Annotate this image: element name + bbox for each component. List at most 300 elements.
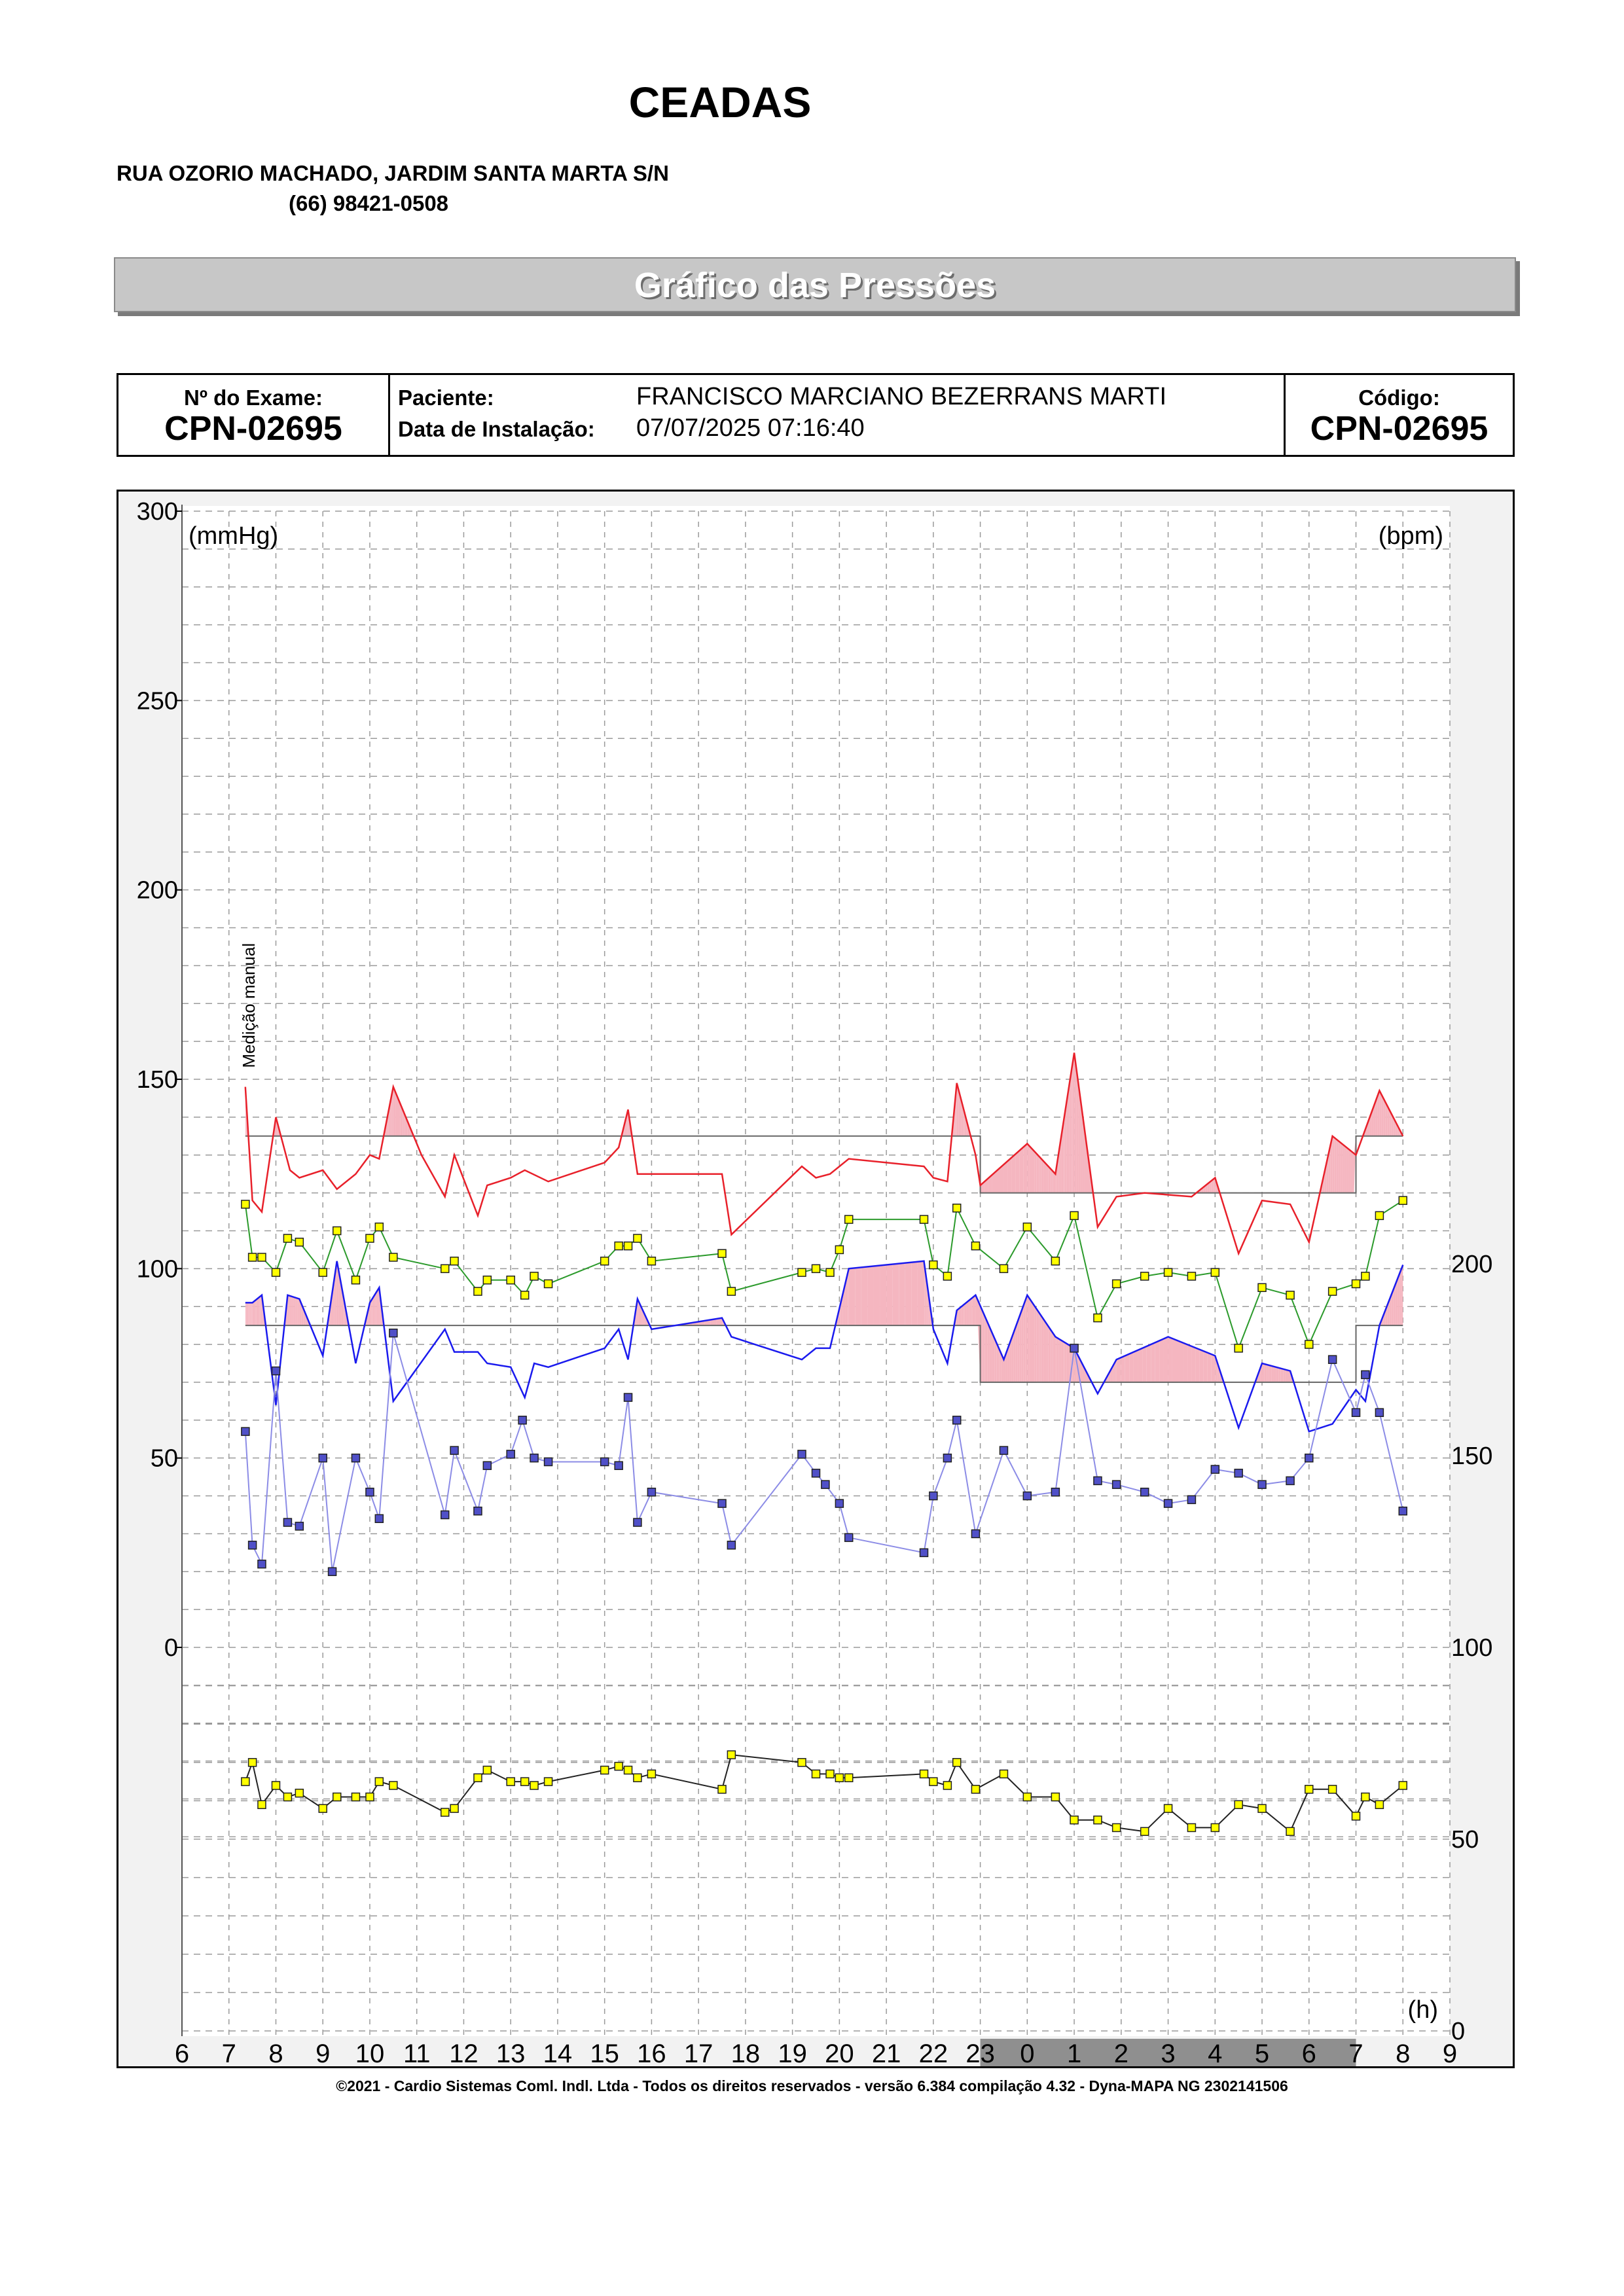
excess-area <box>377 1290 378 1325</box>
excess-area <box>1034 1306 1037 1382</box>
heart_rate-point <box>521 1778 529 1785</box>
excess-area <box>1172 1338 1176 1382</box>
excess-area <box>1129 1352 1134 1382</box>
pulse_pressure-point <box>474 1507 482 1515</box>
pulse_pressure-point <box>1000 1446 1007 1454</box>
excess-area <box>373 1297 374 1325</box>
excess-area <box>1063 1342 1064 1382</box>
excess-area <box>1125 1354 1130 1382</box>
excess-area <box>987 1322 990 1382</box>
excess-area <box>1348 1149 1350 1193</box>
heart_rate-point <box>845 1774 853 1782</box>
heart_rate-point <box>530 1782 538 1789</box>
heart_rate-point <box>1258 1804 1266 1812</box>
mean-point <box>295 1238 303 1246</box>
excess-area <box>298 1299 299 1325</box>
mean-point <box>1113 1280 1121 1287</box>
heart_rate-point <box>971 1785 979 1793</box>
excess-area <box>1043 1161 1046 1193</box>
heart_rate-point <box>1305 1785 1313 1793</box>
code-value: CPN-02695 <box>1310 410 1489 448</box>
heart_rate-point <box>1094 1816 1102 1824</box>
excess-area <box>1073 1052 1074 1193</box>
heart_rate-point <box>450 1804 458 1812</box>
excess-area <box>1383 1098 1385 1136</box>
excess-area <box>1076 1067 1078 1193</box>
heart_rate-point <box>798 1759 806 1767</box>
right-tick-label: 0 <box>1451 2018 1466 2045</box>
excess-area <box>1267 1365 1269 1382</box>
heart_rate-point <box>319 1804 327 1812</box>
mean-point <box>943 1272 951 1280</box>
heart_rate-point <box>615 1763 623 1770</box>
pulse_pressure-point <box>272 1367 280 1375</box>
mean-point <box>507 1276 514 1284</box>
x-tick-label: 7 <box>221 2039 236 2066</box>
right-tick-label: 100 <box>1451 1634 1493 1662</box>
x-axis-unit: (h) <box>1407 1996 1438 2024</box>
exam-number-label: Nº do Exame: <box>184 386 323 410</box>
x-tick-label: 17 <box>683 2039 713 2066</box>
mean-point <box>1023 1223 1031 1231</box>
heart_rate-point <box>1399 1782 1407 1789</box>
excess-area <box>1019 1147 1023 1193</box>
excess-area <box>1062 1340 1063 1382</box>
excess-area <box>1341 1142 1343 1193</box>
pulse_pressure-point <box>375 1515 383 1522</box>
pulse_pressure-point <box>483 1462 491 1469</box>
pulse_pressure-point <box>295 1522 303 1530</box>
mean-point <box>624 1242 632 1250</box>
mean-point <box>333 1227 341 1234</box>
excess-area <box>250 1302 251 1325</box>
mean-point <box>798 1268 806 1276</box>
excess-area <box>1051 1330 1053 1382</box>
left-tick-label: 250 <box>136 687 178 715</box>
excess-area <box>1155 1340 1160 1382</box>
mean-point <box>1362 1272 1369 1280</box>
pulse_pressure-point <box>1211 1465 1219 1473</box>
excess-area <box>1134 1350 1138 1382</box>
left-axis-unit: (mmHg) <box>189 522 279 550</box>
right-tick-label: 50 <box>1451 1826 1479 1854</box>
x-tick-label: 12 <box>449 2039 478 2066</box>
pulse_pressure-point <box>283 1518 291 1526</box>
heart_rate-point <box>634 1774 641 1782</box>
mean-point <box>258 1253 266 1261</box>
mean-point <box>1164 1268 1172 1276</box>
heart_rate-point <box>545 1778 552 1785</box>
mean-point <box>615 1242 623 1250</box>
excess-area <box>874 1266 880 1326</box>
code-cell <box>1286 375 1513 455</box>
excess-area <box>1121 1355 1125 1382</box>
heart_rate-point <box>1113 1823 1121 1831</box>
excess-area <box>1032 1149 1035 1193</box>
x-tick-label: 13 <box>496 2039 526 2066</box>
mean-point <box>718 1249 726 1257</box>
heart_rate-point <box>352 1793 359 1801</box>
mean-point <box>1094 1314 1102 1322</box>
mean-point <box>1187 1272 1195 1280</box>
heart_rate-point <box>929 1778 937 1785</box>
mean-point <box>249 1253 257 1261</box>
excess-area <box>1000 1164 1003 1193</box>
x-tick-label: 9 <box>316 2039 331 2066</box>
excess-area <box>246 1302 247 1325</box>
excess-area <box>1013 1327 1015 1382</box>
heart_rate-point <box>920 1770 928 1778</box>
mean-point <box>971 1242 979 1250</box>
excess-area <box>849 1268 856 1325</box>
excess-area <box>1037 1154 1039 1193</box>
mean-point <box>835 1246 843 1253</box>
heart_rate-point <box>295 1789 303 1797</box>
excess-area <box>1276 1367 1279 1382</box>
heart_rate-point <box>835 1774 843 1782</box>
excess-area <box>1379 1090 1381 1136</box>
mean-point <box>1399 1196 1407 1204</box>
pulse_pressure-point <box>1375 1408 1383 1416</box>
excess-area <box>1381 1094 1383 1136</box>
excess-area <box>1049 1166 1051 1193</box>
x-tick-label: 2 <box>1113 2039 1128 2066</box>
excess-area <box>1164 1336 1168 1382</box>
mean-point <box>929 1261 937 1269</box>
x-tick-label: 4 <box>1208 2039 1223 2066</box>
excess-area <box>886 1265 893 1326</box>
excess-area <box>1074 1052 1076 1193</box>
excess-area <box>1003 1161 1007 1193</box>
heart_rate-point <box>624 1767 632 1774</box>
excess-area <box>1025 1295 1027 1382</box>
pulse_pressure-point <box>1329 1355 1337 1363</box>
excess-area <box>372 1298 373 1325</box>
pulse_pressure-point <box>1113 1480 1121 1488</box>
left-tick-label: 200 <box>136 876 178 905</box>
excess-area <box>1015 1322 1017 1382</box>
mean-point <box>1051 1257 1059 1265</box>
excess-area <box>867 1266 874 1325</box>
pulse_pressure-point <box>441 1511 449 1518</box>
heart_rate-point <box>483 1767 491 1774</box>
pulse_pressure-point <box>953 1416 961 1424</box>
excess-area <box>1027 1295 1030 1382</box>
excess-area <box>247 1302 248 1325</box>
mean-point <box>366 1234 374 1242</box>
excess-area <box>1070 1073 1071 1193</box>
x-tick-label: 23 <box>965 2039 995 2066</box>
excess-area <box>1039 1157 1041 1193</box>
right-axis-unit: (bpm) <box>1378 522 1443 550</box>
x-tick-label: 7 <box>1348 2039 1363 2066</box>
x-tick-label: 0 <box>1020 2039 1035 2066</box>
x-tick-label: 6 <box>1301 2039 1316 2066</box>
x-tick-label: 10 <box>355 2039 385 2066</box>
heart_rate-point <box>507 1778 514 1785</box>
excess-area <box>293 1297 294 1325</box>
excess-area <box>1039 1312 1041 1382</box>
excess-area <box>1041 1316 1044 1382</box>
heart_rate-point <box>943 1782 951 1789</box>
patient-cell <box>390 375 1286 455</box>
heart_rate-point <box>1329 1785 1337 1793</box>
mean-point <box>1211 1268 1219 1276</box>
excess-area <box>861 1266 868 1325</box>
left-tick-label: 300 <box>136 498 178 526</box>
excess-area <box>257 1299 258 1325</box>
pulse_pressure-point <box>845 1534 853 1541</box>
mean-point <box>1070 1211 1078 1219</box>
patient-label: Paciente: <box>398 386 494 410</box>
pulse_pressure-point <box>971 1530 979 1537</box>
left-tick-label: 150 <box>136 1066 178 1094</box>
excess-area <box>1065 1342 1066 1382</box>
x-tick-label: 20 <box>825 2039 854 2066</box>
pulse_pressure-point <box>624 1393 632 1401</box>
excess-area <box>969 1299 971 1326</box>
exam-number-value: CPN-02695 <box>164 410 342 448</box>
excess-area <box>249 1302 250 1325</box>
excess-area <box>291 1297 292 1325</box>
pulse_pressure-point <box>545 1458 552 1465</box>
excess-area <box>1180 1342 1183 1382</box>
mean-point <box>845 1215 853 1223</box>
pulse_pressure-point <box>389 1329 397 1337</box>
pulse_pressure-point <box>812 1469 820 1477</box>
pressure-chart-frame <box>117 490 1515 2068</box>
excess-area <box>960 1306 962 1325</box>
heart_rate-point <box>718 1785 726 1793</box>
pulse_pressure-point <box>366 1488 374 1496</box>
chart-banner <box>114 257 1516 312</box>
mean-point <box>920 1215 928 1223</box>
excess-area <box>971 1298 972 1325</box>
pulse_pressure-point <box>601 1458 609 1465</box>
mean-point <box>389 1253 397 1261</box>
excess-area <box>1046 1164 1049 1193</box>
pulse_pressure-point <box>507 1450 514 1458</box>
excess-area <box>1015 1151 1019 1193</box>
excess-area <box>958 1308 960 1325</box>
excess-area <box>1147 1344 1151 1382</box>
heart_rate-point <box>1362 1793 1369 1801</box>
excess-area <box>1030 1299 1032 1382</box>
excess-area <box>1060 1340 1062 1382</box>
heart_rate-point <box>1141 1827 1149 1835</box>
pulse_pressure-point <box>1399 1507 1407 1515</box>
excess-area <box>251 1302 252 1325</box>
excess-area <box>258 1298 259 1325</box>
heart_rate-point <box>1235 1801 1242 1808</box>
mean-point <box>601 1257 609 1265</box>
excess-area <box>1183 1343 1187 1382</box>
pulse_pressure-point <box>1258 1480 1266 1488</box>
x-tick-label: 18 <box>731 2039 761 2066</box>
mean-point <box>319 1268 327 1276</box>
pulse_pressure-point <box>798 1450 806 1458</box>
heart_rate-point <box>1352 1812 1360 1820</box>
pulse_pressure-point <box>634 1518 641 1526</box>
excess-area <box>1211 1354 1215 1382</box>
heart_rate-point <box>1164 1804 1172 1812</box>
pulse_pressure-point <box>1305 1454 1313 1462</box>
excess-area <box>247 1302 248 1325</box>
excess-area <box>1278 1368 1281 1382</box>
pulse_pressure-point <box>249 1541 257 1549</box>
excess-area <box>905 1263 912 1325</box>
excess-area <box>245 1302 246 1325</box>
excess-area <box>1286 1370 1288 1382</box>
install-date-value: 07/07/2025 07:16:40 <box>636 414 865 442</box>
mean-point <box>242 1200 249 1208</box>
pulse_pressure-point <box>1187 1496 1195 1503</box>
pulse_pressure-point <box>258 1560 266 1568</box>
exam-info-box <box>117 373 1515 457</box>
excess-area <box>374 1294 375 1325</box>
pulse_pressure-point <box>530 1454 538 1462</box>
install-date-label: Data de Instalação: <box>398 417 595 441</box>
x-tick-label: 22 <box>918 2039 948 2066</box>
excess-area <box>1066 1344 1068 1382</box>
footer-copyright: ©2021 - Cardio Sistemas Coml. Indl. Ltda - Todos os direitos reservados - versão 6.384 compilação 4.32 - Dyna-MAPA NG 2302141506 <box>336 2077 1288 2094</box>
pulse_pressure-point <box>821 1480 829 1488</box>
excess-area <box>1339 1141 1341 1193</box>
excess-area <box>963 1304 964 1325</box>
heart_rate-point <box>366 1793 374 1801</box>
mean-point <box>441 1265 449 1272</box>
heart_rate-point <box>249 1759 257 1767</box>
excess-area <box>1271 1366 1274 1382</box>
code-label: Código: <box>1358 386 1440 410</box>
excess-area <box>376 1291 377 1325</box>
excess-area <box>1283 1369 1286 1382</box>
excess-area <box>1274 1367 1276 1382</box>
excess-area <box>1011 1154 1015 1193</box>
heart_rate-point <box>258 1801 266 1808</box>
excess-area <box>259 1297 260 1325</box>
mean-point <box>727 1287 735 1295</box>
heart_rate-point <box>1187 1823 1195 1831</box>
pulse_pressure-point <box>518 1416 526 1424</box>
excess-area <box>1057 1338 1058 1382</box>
mean-point <box>1235 1344 1242 1352</box>
right-tick-label: 200 <box>1451 1251 1493 1278</box>
pulse_pressure-point <box>1235 1469 1242 1477</box>
x-tick-label: 5 <box>1254 2039 1270 2066</box>
x-tick-label: 11 <box>403 2039 431 2066</box>
excess-area <box>375 1293 376 1325</box>
mean-point <box>474 1287 482 1295</box>
excess-area <box>1027 1143 1030 1193</box>
excess-area <box>1007 1158 1011 1193</box>
x-tick-label: 19 <box>778 2039 807 2066</box>
organization-phone: (66) 98421-0508 <box>289 191 449 215</box>
excess-area <box>893 1264 899 1326</box>
excess-area <box>990 1327 992 1382</box>
excess-area <box>1046 1323 1049 1382</box>
heart_rate-point <box>441 1808 449 1816</box>
excess-area <box>1034 1151 1037 1193</box>
pulse_pressure-point <box>1286 1477 1294 1484</box>
x-tick-label: 1 <box>1066 2039 1082 2066</box>
mean-point <box>953 1204 961 1212</box>
excess-area <box>1066 1093 1068 1193</box>
excess-area <box>1207 1353 1211 1382</box>
excess-area <box>1138 1348 1143 1382</box>
excess-area <box>1051 1169 1053 1193</box>
excess-area <box>1397 1275 1399 1325</box>
excess-area <box>1037 1309 1039 1382</box>
heart_rate-point <box>1000 1770 1007 1778</box>
mean-point <box>530 1272 538 1280</box>
pulse_pressure-point <box>450 1446 458 1454</box>
excess-area <box>1191 1346 1195 1382</box>
left-tick-label: 50 <box>150 1444 178 1473</box>
x-tick-label: 8 <box>1396 2039 1411 2066</box>
excess-area <box>973 1297 974 1325</box>
excess-area <box>880 1265 887 1326</box>
excess-area <box>253 1301 254 1325</box>
excess-area <box>1030 1146 1032 1193</box>
excess-area <box>1055 1336 1056 1382</box>
pulse_pressure-point <box>352 1454 359 1462</box>
excess-area <box>1350 1151 1352 1193</box>
pulse_pressure-point <box>1051 1488 1059 1496</box>
mean-point <box>352 1276 359 1284</box>
manual-measurement-annotation: Medição manual <box>238 942 259 1068</box>
heart_rate-point <box>601 1767 609 1774</box>
excess-area <box>1346 1147 1348 1193</box>
excess-area <box>248 1302 249 1325</box>
excess-area <box>1337 1139 1339 1193</box>
x-tick-label: 6 <box>174 2039 190 2066</box>
pulse_pressure-point <box>1070 1344 1078 1352</box>
left-tick-label: 0 <box>164 1634 178 1662</box>
heart_rate-point <box>375 1778 383 1785</box>
excess-area <box>1142 1346 1147 1382</box>
heart_rate-point <box>242 1778 249 1785</box>
x-tick-label: 8 <box>268 2039 283 2066</box>
pulse_pressure-point <box>647 1488 655 1496</box>
x-tick-label: 9 <box>1442 2039 1458 2066</box>
excess-area <box>1269 1365 1272 1382</box>
mean-point <box>1286 1291 1294 1299</box>
excess-area <box>1333 1136 1335 1193</box>
excess-area <box>1058 1338 1060 1382</box>
pulse_pressure-point <box>319 1454 327 1462</box>
excess-area <box>967 1300 969 1326</box>
heart_rate-point <box>826 1770 834 1778</box>
right-tick-label: 150 <box>1451 1443 1493 1470</box>
heart_rate-point <box>283 1793 291 1801</box>
excess-area <box>370 1300 371 1326</box>
pulse_pressure-point <box>920 1549 928 1556</box>
pulse_pressure-point <box>1362 1371 1369 1378</box>
heart_rate-point <box>647 1770 655 1778</box>
x-tick-label: 14 <box>543 2039 573 2066</box>
excess-area <box>974 1295 975 1325</box>
excess-area <box>1187 1345 1191 1382</box>
mean-point <box>1375 1211 1383 1219</box>
mean-point <box>1258 1283 1266 1291</box>
excess-area <box>1023 1143 1027 1193</box>
excess-area <box>1195 1348 1199 1382</box>
heart_rate-point <box>333 1793 341 1801</box>
heart_rate-point <box>1211 1823 1219 1831</box>
excess-area <box>295 1298 296 1325</box>
pulse_pressure-point <box>615 1462 623 1469</box>
